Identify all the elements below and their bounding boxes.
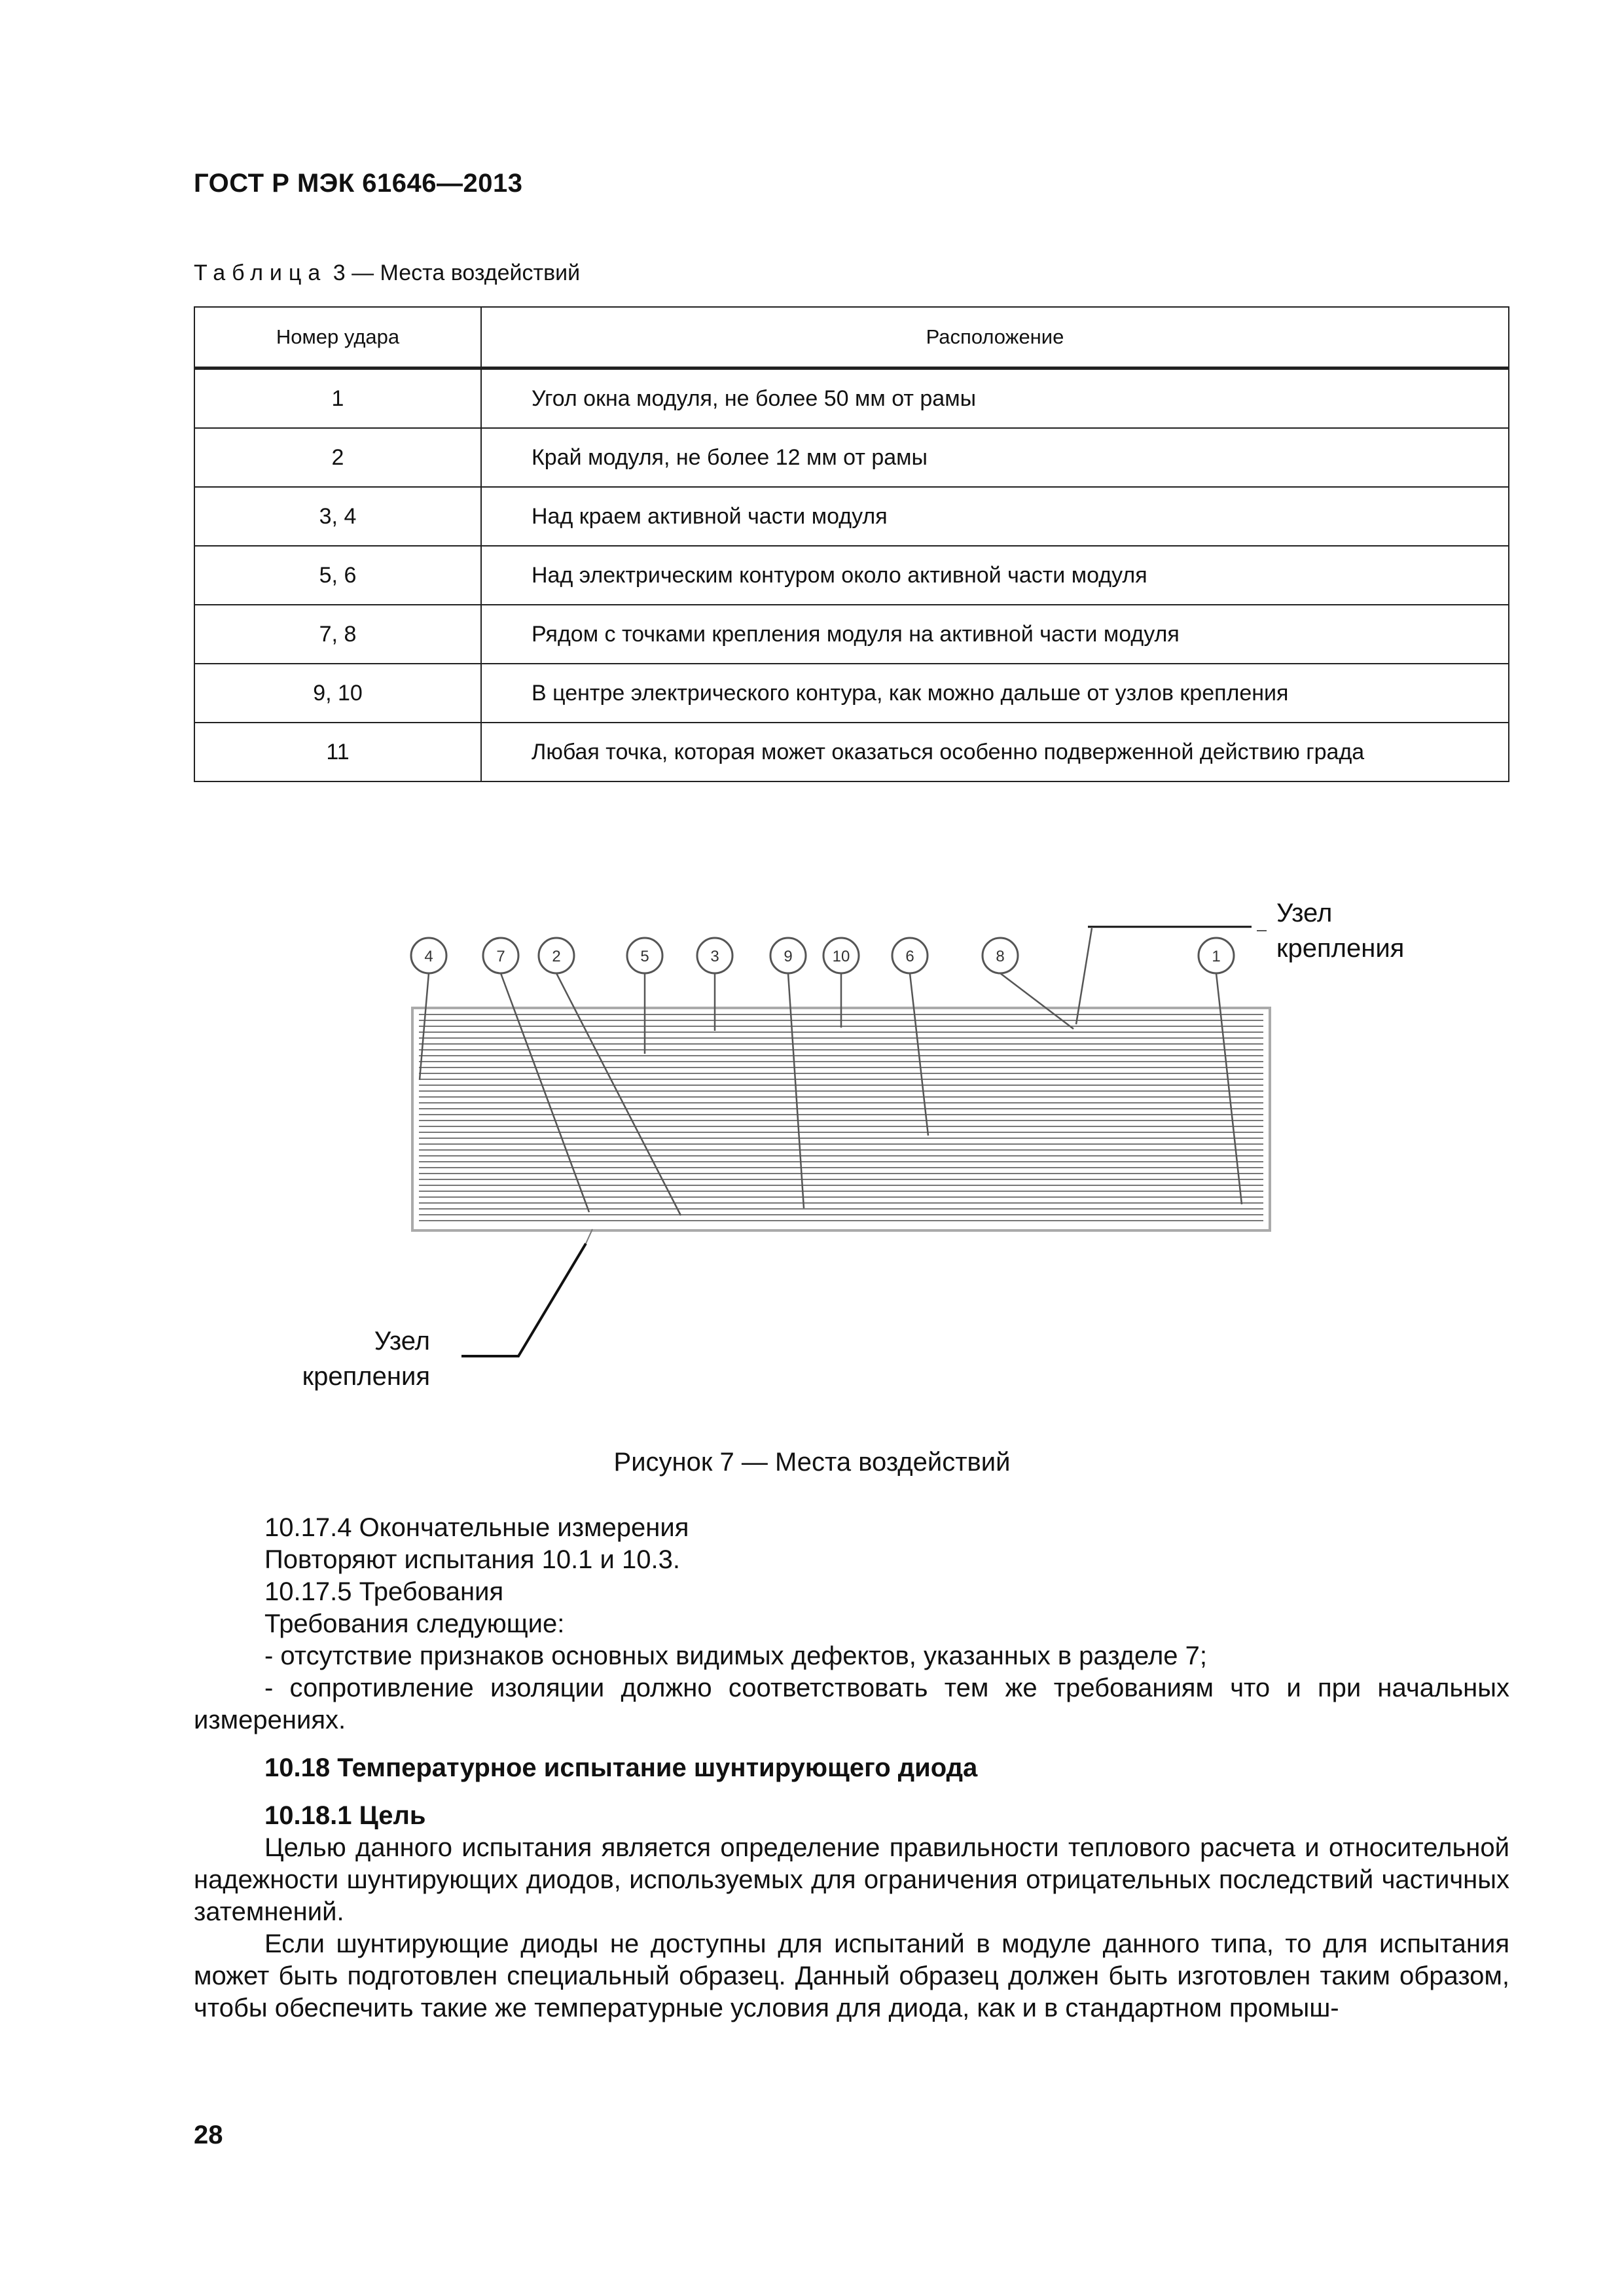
mount-leader-top <box>1076 928 1092 1024</box>
impact-marker-6 <box>892 938 928 973</box>
table-row <box>194 487 1509 546</box>
impact-marker-label: 5 <box>640 948 649 965</box>
table-header-row <box>194 307 1509 368</box>
mount-label-top-line1: Узел <box>1276 899 1333 927</box>
marker-leader-6 <box>910 973 928 1136</box>
cell-stripes <box>419 1014 1263 1221</box>
subsection-title-final-measurements: 10.17.4 Окончательные измерения <box>264 1513 689 1542</box>
paragraph: Целью данного испытания является определение правильности теплового расчета и относительной надежности шунтирующих диодов, используемых для ограничения отрицательных последствий частичных затемнений. <box>194 1833 1509 1926</box>
impact-marker-label: 2 <box>552 948 561 965</box>
impact-number-cell: 3, 4 <box>194 487 481 546</box>
impact-marker-9 <box>770 938 806 973</box>
impact-marker-5 <box>627 938 662 973</box>
page-number: 28 <box>194 2121 223 2149</box>
paragraph: Требования следующие: <box>264 1609 565 1638</box>
impact-number-cell: 7, 8 <box>194 605 481 664</box>
figure-caption: Рисунок 7 — Места воздействий <box>613 1448 1011 1477</box>
impact-number-cell: 1 <box>194 368 481 429</box>
subsection-heading: 10.18.1 Цель <box>264 1801 426 1830</box>
location-cell: В центре электрического контура, как можно дальше от узлов крепления <box>481 664 1509 723</box>
mount-label-bottom-line2: крепления <box>302 1362 430 1391</box>
table-row <box>194 368 1509 429</box>
mount-label-bottom-line1: Узел <box>374 1327 430 1355</box>
impact-locations-figure <box>0 851 1624 1440</box>
mount-label-bottom <box>291 1323 430 1394</box>
location-cell: Любая точка, которая может оказаться особенно подверженной действию града <box>481 723 1509 781</box>
column-header-location: Расположение <box>481 307 1509 368</box>
impact-marker-label: 9 <box>784 948 793 965</box>
impact-locations-table <box>194 306 1509 782</box>
impact-markers <box>411 938 1234 973</box>
impact-marker-label: 8 <box>996 948 1005 965</box>
table-row <box>194 605 1509 664</box>
section-heading: 10.18 Температурное испытание шунтирующего диода <box>264 1753 978 1782</box>
location-cell: Рядом с точками крепления модуля на активной части модуля <box>481 605 1509 664</box>
impact-marker-label: 7 <box>496 948 505 965</box>
impact-marker-label: 6 <box>905 948 914 965</box>
table-row <box>194 664 1509 723</box>
impact-marker-2 <box>539 938 574 973</box>
list-item: - отсутствие признаков основных видимых дефектов, указанных в разделе 7; <box>264 1641 1207 1670</box>
body-text <box>194 1512 1509 2024</box>
location-cell: Край модуля, не более 12 мм от рамы <box>481 428 1509 487</box>
impact-marker-10 <box>823 938 859 973</box>
table-caption-title: 3 — Места воздействий <box>327 260 581 285</box>
impact-marker-label: 4 <box>424 948 433 965</box>
paragraph: Если шунтирующие диоды не доступны для испытаний в модуле данного типа, то для испытания может быть подготовлен специальный образец. Данный образец должен быть изготовлен таким образом, чтобы обеспечить такие же температурные условия для диода, как и в стандартном промыш- <box>194 1929 1509 2022</box>
table-row <box>194 723 1509 781</box>
subsection-title-requirements: 10.17.5 Требования <box>264 1577 504 1606</box>
column-header-impact-number: Номер удара <box>194 307 481 368</box>
location-cell: Над электрическим контуром около активной части модуля <box>481 546 1509 605</box>
impact-marker-1 <box>1199 938 1234 973</box>
location-cell: Над краем активной части модуля <box>481 487 1509 546</box>
impact-marker-7 <box>483 938 518 973</box>
pv-module <box>412 1008 1270 1230</box>
location-cell: Угол окна модуля, не более 50 мм от рамы <box>481 368 1509 429</box>
list-item: - сопротивление изоляции должно соответствовать тем же требованиям что и при начальных измерениях. <box>194 1674 1509 1734</box>
table-caption-word: Таблица <box>194 260 327 285</box>
impact-marker-3 <box>697 938 732 973</box>
table-caption <box>194 260 580 286</box>
paragraph: Повторяют испытания 10.1 и 10.3. <box>264 1545 680 1574</box>
impact-marker-label: 10 <box>832 948 850 965</box>
mount-leader-bottom <box>461 1244 586 1356</box>
impact-marker-4 <box>411 938 446 973</box>
impact-number-cell: 5, 6 <box>194 546 481 605</box>
impact-number-cell: 9, 10 <box>194 664 481 723</box>
mount-label-top-line2: крепления <box>1276 934 1405 963</box>
impact-marker-8 <box>983 938 1018 973</box>
impact-marker-label: 3 <box>710 948 719 965</box>
impact-number-cell: 2 <box>194 428 481 487</box>
impact-number-cell: 11 <box>194 723 481 781</box>
table-row <box>194 546 1509 605</box>
document-header: ГОСТ Р МЭК 61646—2013 <box>194 169 523 198</box>
table-row <box>194 428 1509 487</box>
mount-label-top <box>1276 895 1404 966</box>
impact-marker-label: 1 <box>1212 948 1221 965</box>
